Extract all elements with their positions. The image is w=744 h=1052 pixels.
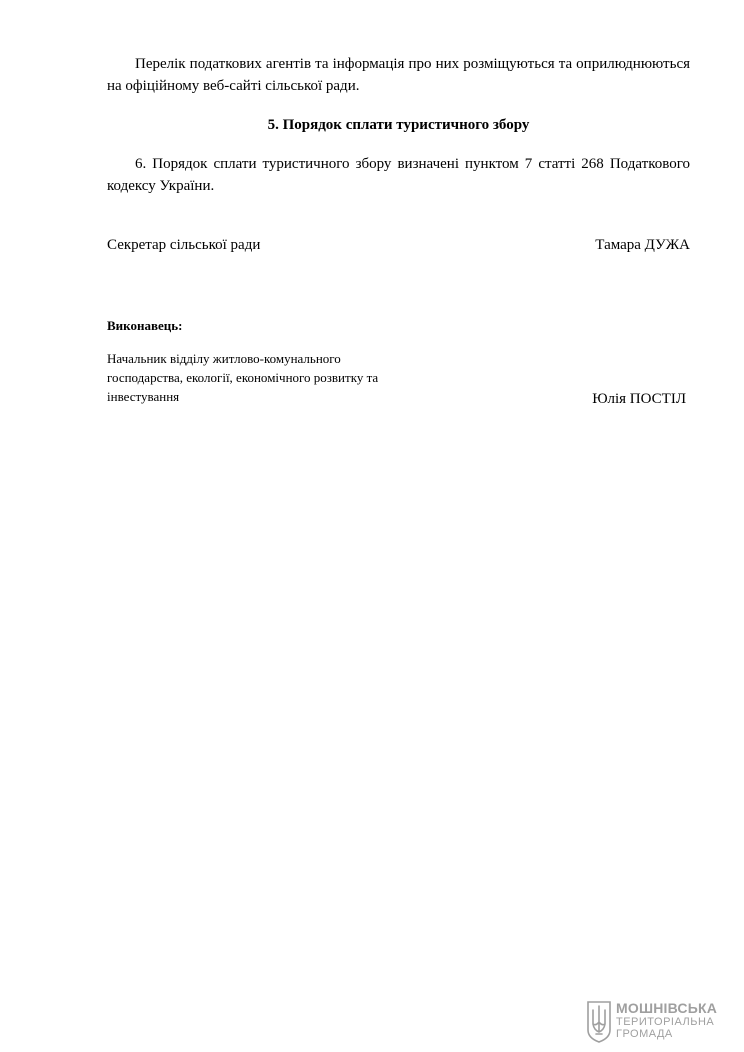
section-heading: 5. Порядок сплати туристичного збору xyxy=(267,117,530,133)
logo-line-1: МОШНІВСЬКА xyxy=(616,1000,718,1016)
payment-order-paragraph: 6. Порядок сплати туристичного збору визначені пунктом 7 статті 268 Податкового кодексу України. xyxy=(107,156,690,194)
trident-emblem-icon xyxy=(586,1000,612,1044)
executor-title: Начальник відділу житлово-комунального господарства, екології, економічного розвитку та інвестування xyxy=(107,351,379,404)
community-logo xyxy=(586,1000,726,1046)
executor-block xyxy=(107,349,690,406)
logo-line-3: ГРОМАДА xyxy=(616,1028,673,1040)
secretary-position: Секретар сільської ради xyxy=(107,237,261,253)
secretary-name: Тамара ДУЖА xyxy=(595,237,690,253)
secretary-signature-row xyxy=(107,237,690,254)
logo-line-2: ТЕРИТОРІАЛЬНА xyxy=(616,1016,715,1028)
tax-agents-paragraph: Перелік податкових агентів та інформація про них розміщуються та оприлюднюються на офіційному веб-сайті сільської ради. xyxy=(107,56,690,94)
executor-label: Виконавець: xyxy=(107,318,183,333)
executor-name: Юлія ПОСТІЛ xyxy=(592,391,686,407)
